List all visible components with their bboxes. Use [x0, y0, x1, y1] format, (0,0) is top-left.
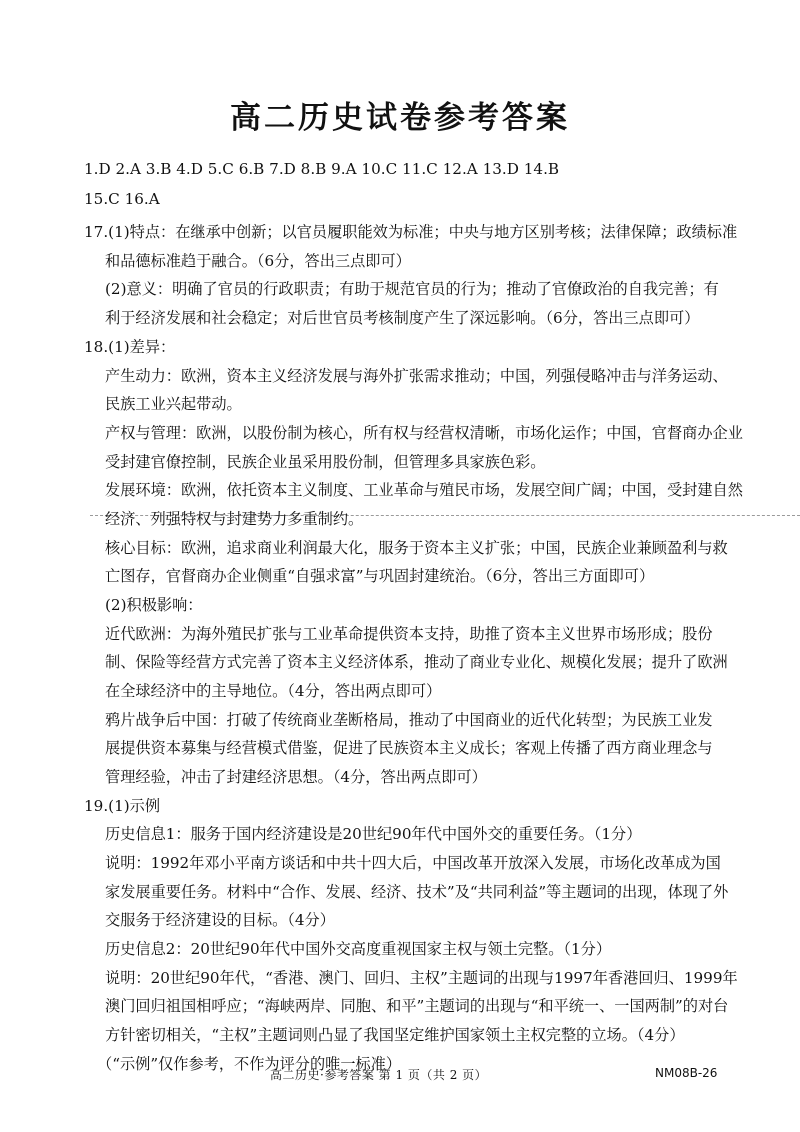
q18-china-cont1: 展提供资本募集与经营模式借鉴，促进了民族资本主义成长；客观上传播了西方商业理念与: [105, 739, 713, 757]
q18-china: 鸦片战争后中国：打破了传统商业垄断格局，推动了中国商业的近代化转型；为民族工业发: [105, 711, 713, 729]
q18-europe-cont2: 在全球经济中的主导地位。（4分，答出两点即可）: [105, 682, 442, 700]
q19-heading: 19.(1)示例: [84, 797, 161, 815]
footer-page-label: 高二历史·参考答案 第 1 页（共 2 页）: [270, 1068, 488, 1082]
q18-ownership-cont: 受封建官僚控制，民族企业虽采用股份制，但管理多具家族色彩。: [105, 453, 546, 471]
q19-info2-explain-cont2: 方针密切相关，“主权”主题词则凸显了我国坚定维护国家领土主权完整的立场。（4分）: [105, 1026, 685, 1044]
q19-info2-explain: 说明：20世纪90年代，“香港、澳门、回归、主权”主题词的出现与1997年香港回归、1999年: [105, 969, 738, 987]
q19-note: （“示例”仅作参考，不作为评分的唯一标准）: [97, 1055, 402, 1073]
q17-part1-cont: 和品德标准趋于融合。（6分，答出三点即可）: [105, 252, 411, 270]
q17-part2: (2)意义：明确了官员的行政职责；有助于规范官员的行为；推动了官僚政治的自我完善；有: [105, 280, 719, 298]
q19-info2-explain-cont1: 澳门回归祖国相呼应；“海峡两岸、同胞、和平”主题词的出现与“和平统一、一国两制”的对台: [105, 997, 729, 1015]
q18-ownership: 产权与管理：欧洲，以股份制为核心，所有权与经营权清晰，市场化运作；中国，官督商办企业: [105, 424, 743, 442]
q19-info1-explain-cont2: 交服务于经济建设的目标。（4分）: [105, 911, 335, 929]
q18-heading: 18.(1)差异：: [84, 338, 176, 356]
q18-china-cont2: 管理经验，冲击了封建经济思想。（4分，答出两点即可）: [105, 768, 487, 786]
q17-part1: 17.(1)特点：在继承中创新；以官员履职能效为标准；中央与地方区别考核；法律保障；政绩标准: [84, 223, 738, 241]
q18-environment: 发展环境：欧洲，依托资本主义制度、工业革命与殖民市场，发展空间广阔；中国，受封建自然: [105, 481, 743, 499]
q18-europe: 近代欧洲：为海外殖民扩张与工业革命提供资本支持，助推了资本主义世界市场形成；股份: [105, 625, 713, 643]
q19-info1-explain: 说明：1992年邓小平南方谈话和中共十四大后，中国改革开放深入发展，市场化改革成为国: [105, 854, 721, 872]
q19-info1: 历史信息1：服务于国内经济建设是20世纪90年代中国外交的重要任务。（1分）: [105, 825, 642, 843]
q19-info1-explain-cont1: 家发展重要任务。材料中“合作、发展、经济、技术”及“共同利益”等主题词的出现，体现了外: [105, 883, 729, 901]
page-title: 高二历史试卷参考答案: [230, 100, 570, 136]
q18-goal: 核心目标：欧洲，追求商业利润最大化，服务于资本主义扩张；中国，民族企业兼顾盈利与救: [105, 539, 728, 557]
q19-info2: 历史信息2：20世纪90年代中国外交高度重视国家主权与领土完整。（1分）: [105, 940, 612, 958]
q18-part2-heading: (2)积极影响：: [105, 596, 203, 614]
q18-motive-cont: 民族工业兴起带动。: [105, 395, 242, 413]
q17-part2-cont: 利于经济发展和社会稳定；对后世官员考核制度产生了深远影响。（6分，答出三点即可）: [105, 309, 700, 327]
mc-answers-row-2: 15.C 16.A: [84, 190, 160, 208]
q18-goal-cont: 亡图存，官督商办企业侧重“自强求富”与巩固封建统治。（6分，答出三方面即可）: [105, 567, 655, 585]
q18-environment-cont: 经济、列强特权与封建势力多重制约。: [105, 510, 364, 528]
q18-europe-cont1: 制、保险等经营方式完善了资本主义经济体系，推动了商业专业化、规模化发展；提升了欧洲: [105, 653, 728, 671]
mc-answers-row-1: 1.D 2.A 3.B 4.D 5.C 6.B 7.D 8.B 9.A 10.C 11.C 12.A 13.D 14.B: [84, 160, 560, 178]
footer-doc-code: NM08B-26: [655, 1066, 718, 1080]
q18-motive: 产生动力：欧洲，资本主义经济发展与海外扩张需求推动；中国，列强侵略冲击与洋务运动、: [105, 367, 728, 385]
